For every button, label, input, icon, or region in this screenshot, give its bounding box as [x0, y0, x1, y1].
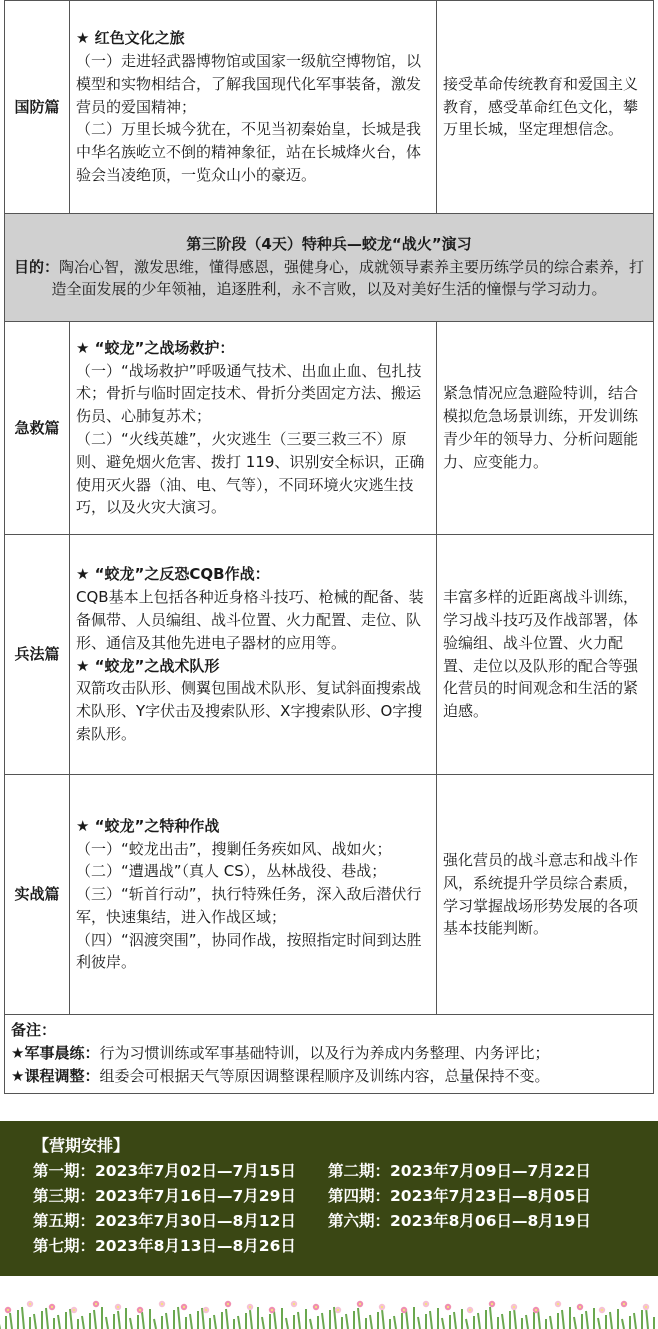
stage3-purpose — [14, 258, 644, 299]
schedule-title: 【营期安排】 — [33, 1136, 130, 1155]
period-item: 第一期：2023年7月02日—7月15日 — [33, 1162, 296, 1180]
module-row-bingfa — [5, 535, 654, 775]
notes-title: 备注： — [11, 1021, 57, 1039]
period-item: 第二期：2023年7月09日—7月22日 — [328, 1162, 591, 1180]
goal-cell: 丰富多样的近距离战斗训练，学习战斗技巧及作战部署，体验编组、战斗位置、火力配置、走位以及队形的配合等强化营员的时间观念和生活的紧迫感。 — [437, 535, 654, 775]
stage3-title: 第三阶段（4天）特种兵—蛟龙“战火”演习 — [186, 234, 472, 253]
category-cell: 兵法篇 — [5, 535, 70, 775]
note-label: ★课程调整： — [11, 1066, 100, 1085]
purpose-label: 目的： — [13, 257, 59, 276]
content-item: （二）“遭遇战”（真人 CS），丛林战役、巷战； — [76, 862, 387, 881]
flower-garland-icon — [0, 1290, 658, 1329]
content-heading: ★ “蛟龙”之战术队形 — [76, 656, 220, 675]
content-heading: ★ 红色文化之旅 — [76, 29, 185, 48]
schedule-row — [33, 1234, 658, 1259]
content-item: （二）万里长城今犹在，不见当初秦始皇，长城是我中华名族屹立不倒的精神象征，站在长城烽火台，体验会当凌绝顶，一览众山小的豪迈。 — [76, 120, 422, 184]
schedule-panel — [0, 1121, 658, 1276]
period-item: 第三期：2023年7月16日—7月29日 — [33, 1187, 296, 1205]
content-item: （二）“火线英雄”，火灾逃生（三要三救三不）原则、避免烟火危害、拨打 119、识别安全标识，正确使用灭火器（油、电、气等），不同环境火灾逃生技巧，以及火灾大演习。 — [76, 430, 425, 517]
schedule-row — [33, 1209, 658, 1234]
schedule-row — [33, 1159, 658, 1184]
content-item: CQB基本上包括各种近身格斗技巧、枪械的配备、装备佩带、人员编组、战斗位置、火力配置、走位、队形、通信及其他先进电子器材的应用等。 — [76, 588, 424, 652]
module-row-jijiu — [5, 322, 654, 535]
period-item: 第四期：2023年7月23日—8月05日 — [328, 1187, 591, 1205]
content-cell — [70, 775, 437, 1015]
period-item: 第五期：2023年7月30日—8月12日 — [33, 1212, 296, 1230]
note-text: 组委会可根据天气等原因调整课程顺序及训练内容，总量保持不变。 — [99, 1066, 550, 1085]
category-cell: 急救篇 — [5, 322, 70, 535]
content-heading: ★ “蛟龙”之反恐CQB作战： — [76, 565, 270, 584]
category-cell: 实战篇 — [5, 775, 70, 1015]
schedule-row — [33, 1184, 658, 1209]
note-item — [11, 1065, 647, 1088]
note-text: 行为习惯训练或军事基础特训，以及行为养成内务整理、内务评比； — [99, 1043, 550, 1062]
stage3-row — [5, 214, 654, 322]
goal-cell: 接受革命传统教育和爱国主义教育，感受革命红色文化，攀万里长城，坚定理想信念。 — [437, 1, 654, 214]
goal-cell: 紧急情况应急避险特训，结合模拟危急场景训练，开发训练青少年的领导力、分析问题能力、应变能力。 — [437, 322, 654, 535]
stage3-cell — [5, 214, 654, 322]
flower-border-decoration — [0, 1290, 658, 1329]
goal-cell: 强化营员的战斗意志和战斗作风，系统提升学员综合素质，学习掌握战场形势发展的各项基本技能判断。 — [437, 775, 654, 1015]
content-cell — [70, 535, 437, 775]
content-heading: ★ “蛟龙”之战场救护： — [76, 338, 235, 357]
note-label: ★军事晨练： — [11, 1043, 100, 1062]
notes-row — [5, 1015, 654, 1094]
content-cell — [70, 1, 437, 214]
period-item: 第七期：2023年8月13日—8月26日 — [33, 1237, 296, 1255]
notes-cell — [5, 1015, 654, 1094]
course-table — [4, 0, 654, 1094]
purpose-text: 陶冶心智，激发思维，懂得感恩，强健身心，成就领导素养主要历练学员的综合素养，打造全面发展的少年领袖，追逐胜利，永不言败，以及对美好生活的憧憬与学习动力。 — [51, 257, 645, 299]
content-item: 双箭攻击队形、侧翼包围战术队形、复试斜面搜索战术队形、Y字伏击及搜索队形、X字搜索队形、O字搜索队形。 — [76, 679, 423, 743]
content-heading: ★ “蛟龙”之特种作战 — [76, 816, 220, 835]
content-item: （一）“蛟龙出击”，搜剿任务疾如风、战如火； — [76, 839, 392, 858]
module-row-shizhan — [5, 775, 654, 1015]
content-item: （一）“战场救护”呼吸通气技术、出血止血、包扎技术；骨折与临时固定技术、骨折分类固定方法、搬运伤员、心肺复苏术； — [76, 361, 422, 426]
note-item — [11, 1042, 647, 1065]
content-cell — [70, 322, 437, 535]
content-item: （四）“泅渡突围”，协同作战，按照指定时间到达胜利彼岸。 — [76, 930, 422, 972]
content-item: （三）“斩首行动”，执行特殊任务，深入敌后潜伏行军，快速集结，进入作战区域； — [76, 885, 422, 926]
category-cell: 国防篇 — [5, 1, 70, 214]
content-item: （一）走进轻武器博物馆或国家一级航空博物馆，以模型和实物相结合，了解我国现代化军事装备，激发营员的爱国精神； — [76, 52, 422, 116]
module-row-guofang — [5, 1, 654, 214]
period-item: 第六期：2023年8月06日—8月19日 — [328, 1212, 591, 1230]
